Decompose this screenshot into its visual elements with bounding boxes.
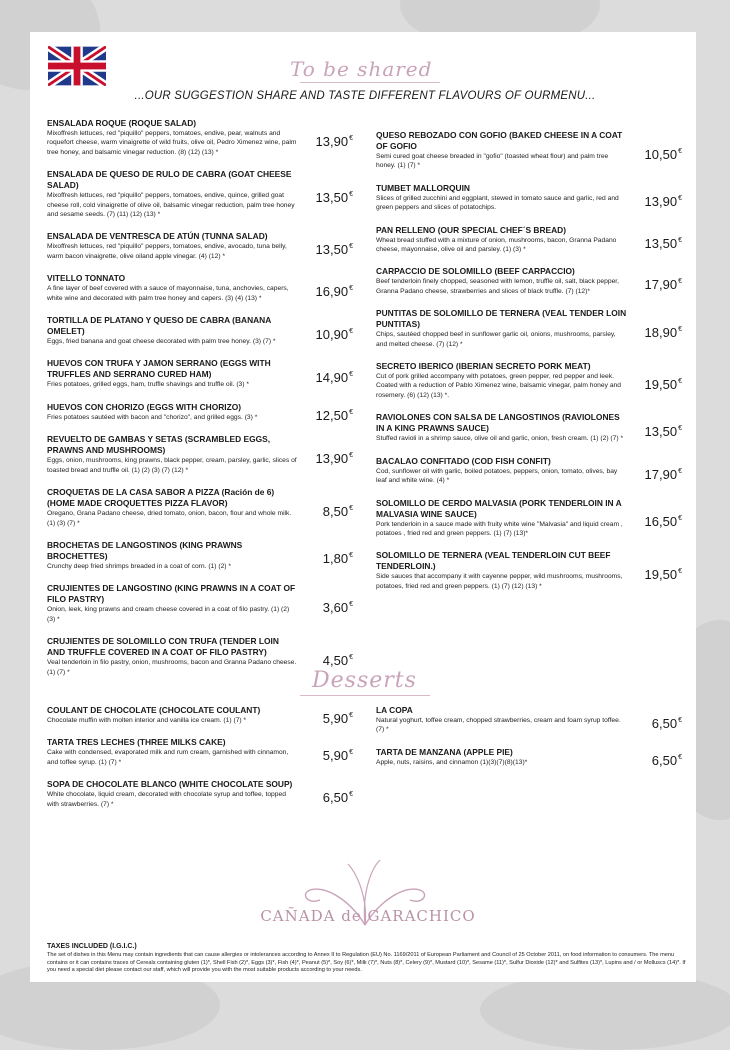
- menu-item-description: Pork tenderloin in a sauce made with fruity white wine "Malvasia" and liquid cream , potatoes , fried red and green peppers. (1) (7) (13)*: [376, 520, 623, 537]
- price-value: 13,50: [644, 235, 678, 251]
- menu-item-name: BACALAO CONFITADO (COD FISH CONFIT): [376, 455, 551, 466]
- currency-symbol: €: [678, 325, 682, 333]
- price-value: 16,90: [315, 284, 349, 300]
- menu-item-description: Crunchy deep fried shrimps breaded in a coat of corn. (1) (2) *: [47, 562, 231, 570]
- price-value: 10,90: [315, 326, 349, 342]
- price-value: 10,50: [644, 146, 678, 162]
- menu-item: [47, 540, 357, 571]
- menu-item-name: CARPACCIO DE SOLOMILLO (BEEF CARPACCIO): [376, 266, 575, 277]
- menu-item-price: [645, 567, 682, 582]
- price-value: 13,90: [315, 133, 349, 149]
- currency-symbol: €: [678, 753, 682, 761]
- menu-item-name: ENSALADA DE VENTRESCA DE ATÚN (TUNNA SALAD): [47, 231, 268, 242]
- menu-item-name: COULANT DE CHOCOLATE (CHOCOLATE COULANT): [47, 705, 261, 715]
- menu-item-price: [645, 194, 682, 209]
- menu-item: [47, 737, 357, 767]
- menu-item-description: Fries potatoes, grilled eggs, ham, truffle shavings and truffle oil. (3) *: [47, 381, 249, 389]
- menu-item: [47, 402, 357, 422]
- menu-item: [376, 550, 686, 591]
- menu-item-price: [316, 408, 353, 423]
- menu-item: [47, 231, 357, 261]
- menu-item: [47, 118, 357, 157]
- share-section-title: To be shared: [290, 57, 433, 81]
- menu-item-description: Stuffed ravioli in a shrimp sauce, olive oil and garlic, onion, fresh cream. (1) (2) (7) *: [376, 435, 624, 443]
- currency-symbol: €: [349, 134, 353, 142]
- menu-item-name: TUMBET MALLORQUIN: [376, 182, 470, 193]
- menu-item-description: Natural yoghurt, toffee cream, chopped strawberries, cream and foam syrup toffee. (7) *: [376, 717, 621, 734]
- menu-item-description: Cut of pork grilled accompany with potatoes, green pepper, red pepper and leek. Coated with a reduction of Pablo Ximenez wine, balsamic vinegar, palm honey and rosemery. (6) (12) (13) *.: [376, 373, 621, 399]
- desserts-right-column: [376, 705, 686, 779]
- price-value: 19,50: [644, 376, 678, 392]
- menu-item-price: [652, 753, 682, 768]
- title-flourish: [300, 82, 440, 83]
- menu-item-description: Cake with condensed, evaporated milk and rum cream, garnished with cinnamon, and toffee syrup. (1) (7) *: [47, 749, 289, 766]
- price-value: 13,90: [315, 450, 349, 466]
- menu-item-description: Eggs, fried banana and goat cheese decorated with palm tree honey. (3) (7) *: [47, 338, 276, 346]
- menu-item-description: Chips, sautéed chopped beef in sunflower garlic oil, onions, mushrooms, parsley, and melted cheese. (7) (12) *: [376, 331, 616, 348]
- menu-item-name: ENSALADA DE QUESO DE RULO DE CABRA (GOAT CHEESE SALAD): [47, 169, 292, 191]
- price-value: 4,50: [322, 652, 349, 668]
- menu-item-name: REVUELTO DE GAMBAS Y SETAS (SCRAMBLED EGGS, PRAWNS AND MUSHROOMS): [47, 434, 271, 456]
- currency-symbol: €: [678, 567, 682, 575]
- menu-item-description: Cod, sunflower oil with garlic, boiled potatoes, peppers, onion, tomato, olives, bay leaf and white wine. (4) *: [376, 467, 618, 485]
- menu-item-price: [323, 551, 353, 566]
- price-value: 5,90: [322, 711, 349, 726]
- menu-item-description: A fine layer of beef covered with a sauce of mayonnaise, tuna, anchovies, capers, white wine and decorated with palm tree honey and capers. (3) (4) (13) *: [47, 285, 289, 302]
- menu-item-name: BROCHETAS DE LANGOSTINOS (KING PRAWNS BROCHETTES): [47, 539, 243, 561]
- menu-item-name: HUEVOS CON TRUFA Y JAMON SERRANO (EGGS WITH TRUFFLES AND SERRANO CURED HAM): [47, 358, 271, 380]
- price-value: 17,90: [644, 466, 678, 482]
- currency-symbol: €: [349, 327, 353, 335]
- menu-item-price: [316, 284, 353, 299]
- menu-item: [376, 361, 686, 400]
- menu-item-description: Onion, leek, king prawns and cream cheese covered in a coat of filo pastry. (1) (2) (3) *: [47, 606, 290, 623]
- brand-logo-text: CAÑADA de GARACHICO: [260, 907, 476, 925]
- price-value: 19,50: [644, 566, 678, 582]
- menu-item-description: Beef tenderloin finely chopped, seasoned with lemon, truffle oil, salt, black pepper, Granna Padano cheese, strawberries and slices of black truffle. (7) (12)*: [376, 278, 620, 295]
- price-value: 6,50: [651, 752, 678, 768]
- currency-symbol: €: [349, 791, 353, 799]
- menu-item-price: [323, 790, 353, 805]
- currency-symbol: €: [349, 451, 353, 459]
- menu-item: [47, 358, 357, 389]
- menu-item-price: [323, 653, 353, 668]
- menu-item-name: HUEVOS CON CHORIZO (EGGS WITH CHORIZO): [47, 401, 242, 412]
- menu-item: [376, 308, 686, 349]
- menu-item-name: RAVIOLONES CON SALSA DE LANGOSTINOS (RAVIOLONES IN A KING PRAWNS SAUCE): [376, 412, 620, 434]
- menu-item-description: Semi cured goat cheese breaded in "gofio" (toasted wheat flour) and palm tree honey. (1) (7) *: [376, 153, 609, 170]
- menu-item-name: PAN RELLENO (OUR SPECIAL CHEF´S BREAD): [376, 224, 566, 235]
- price-value: 13,50: [315, 190, 349, 206]
- share-right-column: [376, 130, 686, 603]
- uk-flag-icon[interactable]: [48, 46, 106, 86]
- menu-item: [376, 225, 686, 255]
- menu-item-price: [645, 325, 682, 340]
- taxes-heading: TAXES INCLUDED (I.G.I.C.): [47, 943, 137, 950]
- currency-symbol: €: [678, 147, 682, 155]
- menu-item-price: [652, 716, 682, 731]
- menu-item: [47, 169, 357, 219]
- menu-item-name: SOLOMILLO DE CERDO MALVASIA (PORK TENDERLOIN IN A MALVASIA WINE SAUCE): [376, 497, 622, 519]
- menu-item-name: SECRETO IBERICO (IBERIAN SECRETO PORK MEAT): [376, 361, 591, 372]
- menu-item-price: [645, 277, 682, 292]
- menu-item-description: Mixoffresh lettuces, red "piquillo" peppers, tomatoes, endive, avocado, tuna belly, warm bacon vinaigrette, olive oiland apple vinegar. (4) (12) *: [47, 243, 287, 260]
- menu-item-description: Slices of grilled zucchini and eggplant, stewed in tomato sauce and garlic, red and green peppers and slices of potatochips.: [376, 194, 619, 212]
- menu-item: [47, 583, 357, 624]
- menu-item-price: [645, 147, 682, 162]
- currency-symbol: €: [349, 712, 353, 719]
- currency-symbol: €: [678, 515, 682, 522]
- currency-symbol: €: [678, 194, 682, 202]
- currency-symbol: €: [349, 552, 353, 560]
- menu-item-price: [323, 600, 353, 615]
- menu-item-description: Mixoffresh lettuces, red "piquillo" peppers, tomatoes, endive, pear, walnuts and roquefort cheese, warm vinaigrette of wild fruits, olive oil, Pedro Ximenez wine, palm tree honey, and balsamic vinegar reduction. (8) (12) (13) *: [47, 130, 297, 156]
- menu-item-description: Chocolate muffin with molten interior and vanilla ice cream. (1) (7) *: [47, 717, 247, 724]
- logo-swirl-icon: [230, 830, 500, 950]
- menu-item: [376, 412, 686, 443]
- menu-item-description: Apple, nuts, raisins, and cinnamon (1)(3)(7)(8)(13)*: [376, 758, 528, 766]
- menu-item: [376, 705, 686, 735]
- menu-item-name: SOPA DE CHOCOLATE BLANCO (WHITE CHOCOLATE SOUP): [47, 779, 293, 790]
- menu-item: [47, 315, 357, 346]
- menu-item-price: [323, 748, 353, 763]
- currency-symbol: €: [349, 191, 353, 199]
- menu-item-price: [645, 514, 682, 529]
- menu-item-description: Mixoffresh lettuces, red "piquillo" peppers, tomatoes, endive, quince, grilled goat cheese roll, cold vinaigrette of olive oil, balsamic vinegar reduction, palm tree honey and sesame seeds. (7) (11) (12) (13) *: [47, 192, 295, 219]
- menu-item-description: Side sauces that accompany it with cayenne pepper, wild mushrooms, mushrooms, potatoes, fried red and green peppers. (1) (7) (12) (13) *: [376, 573, 623, 590]
- currency-symbol: €: [349, 243, 353, 251]
- price-value: 18,90: [644, 324, 678, 340]
- currency-symbol: €: [349, 749, 353, 757]
- menu-item-description: White chocolate, liquid cream, decorated with chocolate syrup and toffee, topped with strawberries. (7) *: [47, 791, 286, 808]
- menu-item-description: Veal tenderloin in filo pastry, onion, mushrooms, bacon and Granna Padano cheese. (1) (7) *: [47, 659, 297, 676]
- currency-symbol: €: [678, 467, 682, 475]
- menu-item-name: TORTILLA DE PLATANO Y QUESO DE CABRA (BANANA OMELET): [47, 315, 271, 337]
- menu-item-price: [316, 327, 353, 342]
- menu-item-price: [645, 236, 682, 251]
- currency-symbol: €: [349, 600, 353, 608]
- menu-item-name: LA COPA: [376, 705, 413, 715]
- menu-item: [376, 183, 686, 213]
- currency-symbol: €: [678, 236, 682, 244]
- menu-item: [376, 266, 686, 296]
- price-value: 3,60: [322, 599, 349, 615]
- menu-item-name: ENSALADA ROQUE (ROQUE SALAD): [47, 118, 197, 128]
- menu-item-price: [645, 467, 682, 482]
- currency-symbol: €: [678, 424, 682, 432]
- price-value: 13,90: [644, 193, 678, 209]
- menu-item-name: PUNTITAS DE SOLOMILLO DE TERNERA (VEAL TENDER LOIN PUNTITAS): [376, 308, 627, 330]
- price-value: 13,50: [644, 423, 678, 439]
- menu-item-price: [316, 190, 353, 205]
- menu-item-price: [316, 242, 353, 257]
- ornament-decoration: [480, 970, 730, 1050]
- price-value: 6,50: [651, 716, 678, 731]
- menu-item: [47, 273, 357, 303]
- menu-item: [47, 636, 357, 677]
- menu-item-price: [316, 134, 353, 149]
- menu-item-description: Eggs, onion, mushrooms, king prawns, black pepper, cream, parsley, garlic, slices of toasted bread and truffle oil. (1) (2) (3) (7) (12) *: [47, 457, 297, 474]
- share-left-column: [47, 118, 357, 689]
- price-value: 17,90: [644, 277, 678, 293]
- menu-item-name: CRUJIENTES DE LANGOSTINO (KING PRAWNS IN A COAT OF FILO PASTRY): [47, 583, 296, 605]
- share-subtitle: ...OUR SUGGESTION SHARE AND TASTE DIFFERENT FLAVOURS OF OURMENU...: [134, 90, 596, 102]
- price-value: 8,50: [322, 503, 349, 519]
- allergen-notice: [47, 943, 687, 975]
- menu-item-price: [316, 451, 353, 466]
- currency-symbol: €: [349, 504, 353, 512]
- menu-item: [376, 498, 686, 539]
- menu-item-name: TARTA TRES LECHES (THREE MILKS CAKE): [47, 737, 226, 748]
- menu-item: [47, 705, 357, 725]
- price-value: 1,80: [322, 551, 349, 567]
- menu-item-description: Wheat bread stuffed with a mixture of onion, mushrooms, bacon, Granna Padano cheese, mayonnaise, olive oil and parsley. (1) (3) *: [376, 236, 617, 254]
- title-flourish: [300, 695, 430, 696]
- menu-item: [47, 487, 357, 528]
- currency-symbol: €: [678, 377, 682, 385]
- menu-item-description: Oregano, Grana Padano cheese, dried tomato, onion, bacon, flour and whole milk. (1) (3) (7) *: [47, 510, 292, 527]
- price-value: 6,50: [322, 790, 349, 806]
- menu-item: [47, 779, 357, 809]
- currency-symbol: €: [349, 370, 353, 378]
- currency-symbol: €: [678, 717, 682, 724]
- currency-symbol: €: [349, 653, 353, 661]
- menu-item-price: [323, 504, 353, 519]
- menu-item-name: SOLOMILLO DE TERNERA (VEAL TENDERLOIN CUT BEEF TENDERLOIN.): [376, 550, 611, 572]
- menu-item-name: TARTA DE MANZANA (APPLE PIE): [376, 746, 513, 757]
- currency-symbol: €: [349, 408, 353, 416]
- price-value: 12,50: [315, 407, 349, 423]
- menu-item: [376, 747, 686, 767]
- menu-item: [376, 130, 686, 171]
- menu-item: [376, 456, 686, 486]
- currency-symbol: €: [349, 285, 353, 293]
- menu-item: [47, 434, 357, 475]
- menu-item-name: CRUJIENTES DE SOLOMILLO CON TRUFA (TENDER LOIN AND TRUFFLE COVERED IN A COAT OF FILO PASTRY): [47, 636, 279, 658]
- desserts-section-title: Desserts: [312, 668, 417, 693]
- price-value: 16,50: [644, 514, 678, 529]
- menu-item-price: [645, 424, 682, 439]
- price-value: 14,90: [315, 369, 349, 385]
- desserts-left-column: [47, 705, 357, 821]
- price-value: 13,50: [315, 242, 349, 258]
- price-value: 5,90: [322, 748, 349, 764]
- menu-item-name: CROQUETAS DE LA CASA SABOR A PIZZA (Ración de 6) (HOME MADE CROQUETTES PIZZA FLAVOR): [47, 487, 275, 509]
- menu-item-price: [323, 711, 353, 726]
- menu-item-price: [316, 370, 353, 385]
- currency-symbol: €: [678, 278, 682, 286]
- menu-item-price: [645, 377, 682, 392]
- menu-item-description: Fries potatoes sautéed with bacon and "chorizo", and grilled eggs. (3) *: [47, 413, 258, 421]
- menu-item-name: VITELLO TONNATO: [47, 273, 126, 284]
- menu-item-name: QUESO REBOZADO CON GOFIO (BAKED CHEESE IN A COAT OF GOFIO: [376, 130, 623, 151]
- allergen-text: The set of dishes in this Menu may contain ingredients that can cause allergies or intolerances according to Annex II to Regulation (EU) No. 1169/2011 of European Parliament and Council of 25 October 2011, on food information to consumers. The menu contains or it can contains traces of Cereals containing gluten (1)*, Shell Fish (2)*, Eggs (3)*, Fish (4)*, Peanut (5)*, Soy (6)*, Milk (7)*, Nuts (8)*, Celery (9)*, Mustard (10)*, Sesame (11)*, Sulfur Dioxide (12)* and Sulfites (13)*, Lupins and / or Molluscs (14)*. If you need a special diet please contact our staff, which will provide you with the most suitable products according to your needs.: [47, 952, 686, 974]
